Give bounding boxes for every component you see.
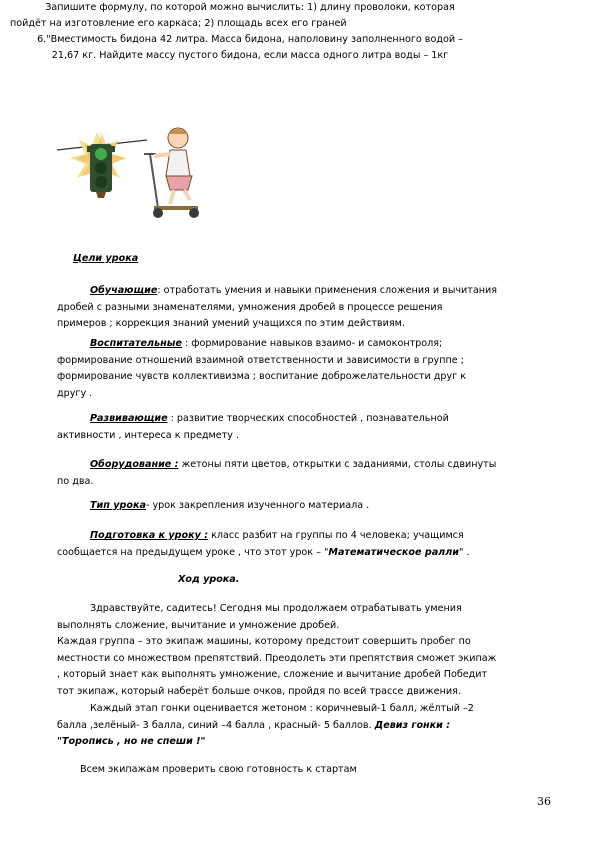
scoring-text: балла ,зелёный- 3 балла, синий –4 балла , красный- 5 баллов. [57,719,375,731]
greeting-text: Здравствуйте, садитесь! Сегодня мы продолжаем отрабатывать умения [90,603,462,614]
educational-text: примеров ; коррекция знаний умений учащихся по этим действиям. [57,318,405,329]
traffic-light-icon [52,132,152,202]
preparation-text: класс разбит на группы по 4 человека; учащимся [208,530,464,541]
child-on-scooter-icon [140,124,210,220]
educational-text: дробей с разными знаменателями, умножения дробей в процессе решения [57,301,443,313]
developing-text: : развитие творческих способностей , познавательной [167,413,449,424]
intro-line: 6."Вместимость бидона 42 литра. Масса бидона, наполовину заполненного водой – [37,34,463,45]
upbringing-text: формирование отношений взаимной ответственности и зависимости в группе ; [57,354,464,366]
educational-text: : отработать умения и навыки применения сложения и вычитания [157,285,498,296]
lesson-type-label: Тип урока [90,500,146,511]
equipment [57,457,552,490]
preparation-label: Подготовка к уроку : [90,530,209,541]
upbringing-text: другу . [57,387,93,399]
greeting-text: тот экипаж, который наберёт больше очков, пройдя по всей трассе движения. [57,685,461,697]
scoring [57,701,552,751]
intro-line: пойдёт на изготовление его каркаса; 2) площадь всех его граней [10,18,347,29]
intro-line: 21,67 кг. Найдите массу пустого бидона, если масса одного литра воды – 1кг [51,50,449,61]
page-number: 36 [537,795,551,808]
preparation-text: сообщается на предыдущем уроке , что этот урок – " [57,546,329,558]
educational-label: Обучающие [90,285,158,296]
developing-text: активности , интереса к предмету . [57,429,239,441]
developing-label: Развивающие [90,413,168,424]
intro-line: Запишите формулу, по которой можно вычислить: 1) длину проволоки, которая [45,2,455,13]
greeting [57,601,552,700]
equipment-text: по два. [57,475,94,487]
upbringing-label: Воспитательные [90,338,182,349]
developing-goals [57,411,552,444]
course-heading-block [178,572,478,589]
greeting-text: местности со множеством препятствий. Преодолеть эти препятствия сможет экипаж [57,652,497,664]
equipment-label: Оборудование : [90,459,179,470]
motto-label: Девиз гонки : [374,719,451,731]
equipment-text: жетоны пяти цветов, открытки с заданиями, столы сдвинуты [178,459,497,470]
preparation-text: " . [458,546,470,558]
rally-name: Математическое ралли [328,546,459,558]
final-line: Всем экипажам проверить свою готовность к стартам [80,764,357,775]
goals-heading: Цели урока [73,253,139,264]
motto: "Торопись , но не спеши !" [57,736,206,747]
lesson-type-text: - урок закрепления изученного материала . [145,500,370,511]
upbringing-text: : формирование навыков взаимо- и самоконтроля; [181,338,443,349]
lesson-type [57,498,552,515]
greeting-text: , который знает как выполнять умножение, сложение и вычитание дробей Победит [57,669,488,680]
intro-text [0,0,500,64]
preparation [57,528,552,561]
greeting-text: выполнять сложение, вычитание и умножение дробей. [57,619,340,631]
greeting-text: Каждая группа – это экипаж машины, которому предстоит совершить пробег по [57,636,471,647]
scoring-text: Каждый этап гонки оценивается жетоном : коричневый-1 балл, жёлтый –2 [90,703,474,714]
goals-heading-block [73,251,553,268]
educational-goals [57,283,552,333]
upbringing-text: формирование чувств коллективизма ; воспитание доброжелательности друг к [57,371,467,382]
upbringing-goals [57,336,552,402]
final-line-block [80,762,550,779]
course-heading: Ход урока. [178,574,240,585]
